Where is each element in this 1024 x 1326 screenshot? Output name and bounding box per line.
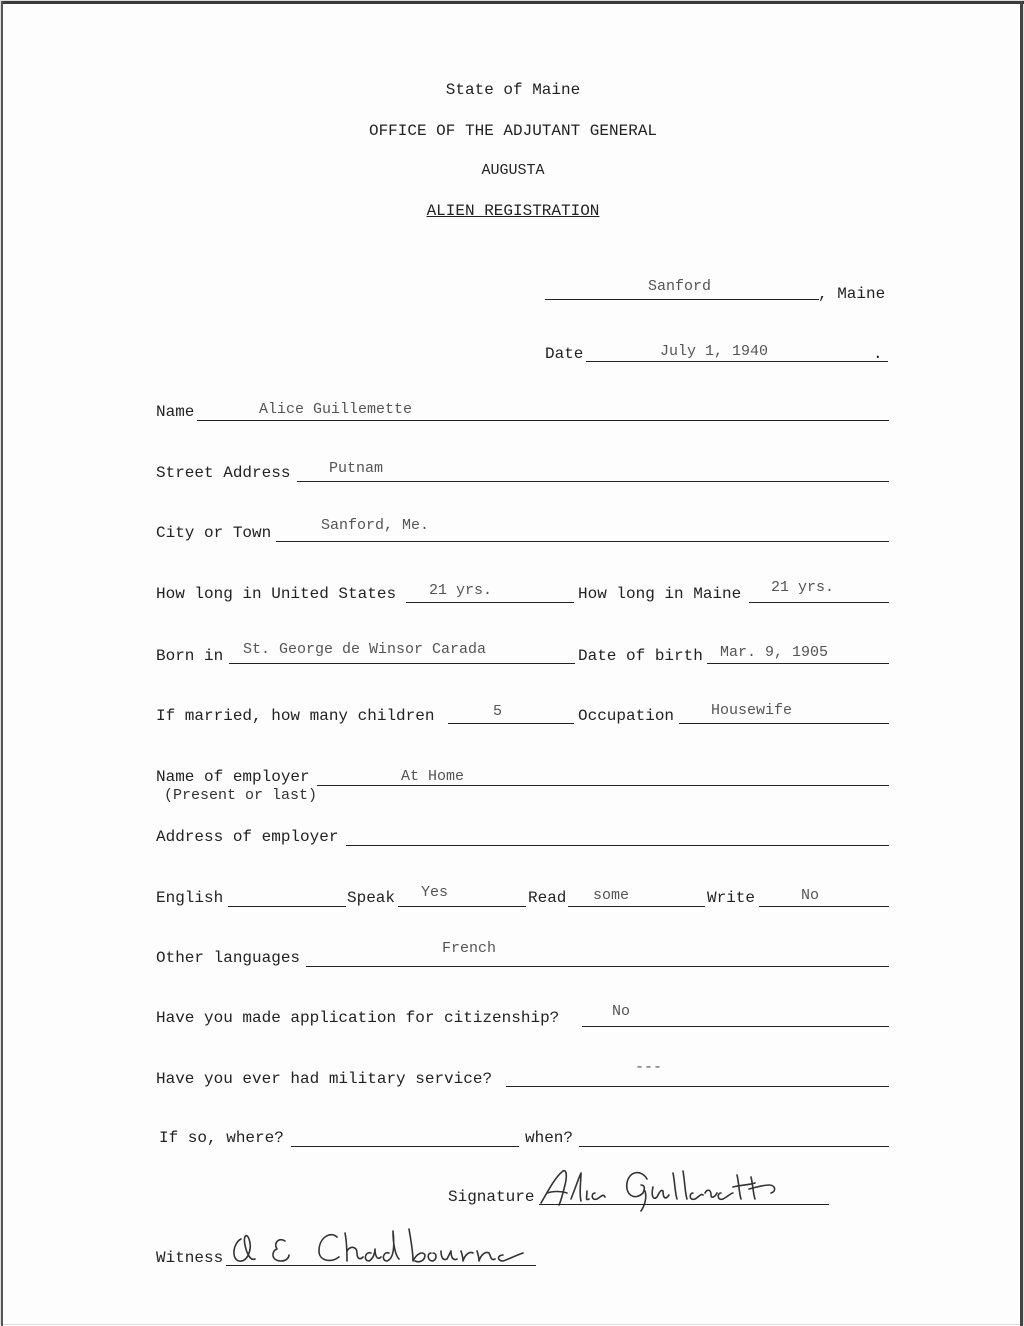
read-label: Read: [528, 889, 567, 907]
street-line: [297, 481, 889, 482]
employer-line: [317, 785, 889, 786]
write-value: No: [801, 887, 820, 904]
military-value: ---: [635, 1059, 663, 1076]
when-line: [579, 1146, 889, 1147]
speak-value: Yes: [421, 884, 449, 901]
children-label: If married, how many children: [156, 707, 435, 725]
other-languages-label: Other languages: [156, 949, 301, 967]
born-in-value: St. George de Winsor Carada: [243, 641, 487, 658]
date-of-birth-value: Mar. 9, 1905: [720, 644, 829, 661]
signature-handwriting: [537, 1163, 837, 1218]
city-value: Sanford, Me.: [321, 517, 430, 534]
city-label: City or Town: [156, 524, 272, 542]
witness-handwriting: [227, 1219, 547, 1276]
header-city: AUGUSTA: [481, 162, 545, 179]
how-long-us-value: 21 yrs.: [429, 582, 493, 599]
date-of-birth-line: [707, 663, 889, 664]
write-label: Write: [707, 889, 756, 907]
location-line: [545, 299, 819, 300]
english-label: English: [156, 889, 224, 907]
how-long-us-label: How long in United States: [156, 585, 397, 603]
signature-line: [539, 1204, 829, 1205]
date-label: Date: [545, 345, 584, 363]
citizenship-line: [582, 1026, 889, 1027]
signature-label: Signature: [448, 1188, 535, 1206]
where-label: If so, where?: [159, 1129, 284, 1147]
english-line: [228, 906, 346, 907]
how-long-maine-label: How long in Maine: [578, 585, 742, 603]
location-suffix: , Maine: [818, 285, 886, 303]
write-line: [759, 906, 889, 907]
scan-edge-right: [1020, 1, 1023, 1326]
read-value: some: [593, 887, 630, 904]
employer-value: At Home: [401, 768, 465, 785]
where-line: [291, 1146, 519, 1147]
citizenship-label: Have you made application for citizenship?: [156, 1009, 560, 1027]
speak-line: [398, 906, 526, 907]
location-value: Sanford: [648, 278, 712, 295]
children-line: [448, 723, 574, 724]
when-label: when?: [525, 1129, 574, 1147]
citizenship-value: No: [612, 1003, 631, 1020]
employer-label: Name of employer: [156, 768, 310, 786]
how-long-maine-value: 21 yrs.: [771, 579, 835, 596]
street-value: Putnam: [329, 460, 384, 477]
city-line: [276, 541, 889, 542]
employer-address-label: Address of employer: [156, 828, 339, 846]
military-label: Have you ever had military service?: [156, 1070, 493, 1088]
occupation-line: [679, 723, 889, 724]
date-value: July 1, 1940: [660, 343, 769, 360]
born-in-label: Born in: [156, 647, 224, 665]
header-state: State of Maine: [445, 81, 581, 99]
scan-edge-top: [1, 1, 1024, 4]
speak-label: Speak: [347, 889, 396, 907]
witness-line: [226, 1265, 536, 1266]
employer-sublabel: (Present or last): [164, 787, 318, 804]
children-value: 5: [493, 703, 503, 720]
header-office: OFFICE OF THE ADJUTANT GENERAL: [368, 122, 658, 140]
employer-address-line: [346, 845, 889, 846]
name-line: [197, 420, 889, 421]
other-languages-value: French: [442, 940, 497, 957]
military-line: [506, 1086, 889, 1087]
date-line: [586, 361, 888, 362]
other-languages-line: [306, 966, 889, 967]
date-terminal: .: [873, 345, 883, 363]
street-label: Street Address: [156, 464, 291, 482]
scan-edge-left: [1, 1, 3, 1326]
form-title: ALIEN REGISTRATION: [426, 202, 600, 220]
read-line: [568, 906, 705, 907]
witness-label: Witness: [156, 1249, 224, 1267]
occupation-value: Housewife: [711, 702, 793, 719]
name-value: Alice Guillemette: [259, 401, 413, 418]
name-label: Name: [156, 403, 195, 421]
how-long-us-line: [406, 602, 574, 603]
date-of-birth-label: Date of birth: [578, 647, 703, 665]
born-in-line: [229, 663, 575, 664]
how-long-maine-line: [749, 602, 889, 603]
occupation-label: Occupation: [578, 707, 675, 725]
